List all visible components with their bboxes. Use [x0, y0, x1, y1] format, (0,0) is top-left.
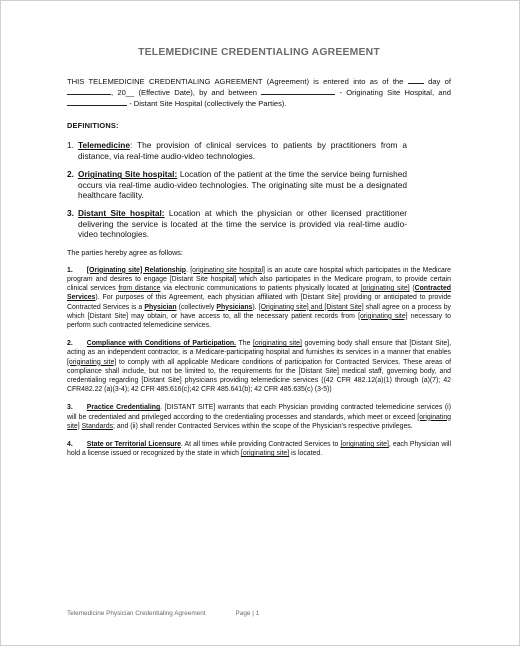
section-heading: State or Territorial Licensure	[86, 441, 181, 449]
document-body	[67, 47, 451, 468]
definition-item: 1. Telemedicine: The provision of clinical services to patients by practitioners from a distance, via real-time audio-video technologies.	[67, 140, 407, 161]
definition-term: Distant Site hospital:	[78, 208, 165, 219]
section-practice-credentialing: 3. Practice Credentialing. [DISTANT SITE] warrants that each Physician providing contracted telemedicine services (i) will be credentialed and privileged according to the credentialing processes and standards, which meet or exceed [originating site] Standards; and (ii) shall render Contracted Services within the scope of the Physician's respective privileges.	[67, 404, 451, 430]
footer-page-number: Page | 1	[235, 610, 260, 617]
footer-document-name: Telemedicine Physician Credentialing Agreement	[67, 610, 206, 617]
definition-term: Telemedicine	[78, 140, 130, 151]
section-compliance: 2. Compliance with Conditions of Participation. The [originating site] governing body shall ensure that [Distant Site], acting as an independent contractor, is a Medicare-participating hospital and furnishes its services in a manner that enables [originating site] to comply with all applicable Medicare conditions of participation for Contracted Services. These areas of compliance shall include, but not be limited to, the requirements for the [Distant Site] medical staff, governing body, and credentialing regarding [Distant Site] physicians providing telemedicine services ((42 CFR 482.12(a)(1) through (a)(7); 42 CFR482.22 (a)(3-4); 42 CFR 485.616(c);42 CFR 485.641(b); 42 CFR 485.635(c) (3-5))	[67, 340, 452, 394]
day-blank[interactable]	[408, 76, 424, 84]
definitions-heading: DEFINITIONS:	[67, 121, 119, 131]
section-heading: Practice Credentialing	[86, 404, 161, 412]
document-title: TELEMEDICINE CREDENTIALING AGREEMENT	[138, 47, 380, 58]
section-relationship: 1. [Originating site] Relationship. [originating site hospital] is an acute care hospital which participates in the Medicare program and desires to engage [Distant Site hospital] which also participates in the Medicare program, to provide certain clinical services from distance via electronic communications to patients physically located at [originating site] (Contracted Services). For purposes of this Agreement, each physician affiliated with [Distant Site] providing or anticipated to provide Contracted Services is a Physician (collectively Physicians). [Originating site] and [Distant Site] shall agree on a process by which [Distant Site] may obtain, or have access to, all the necessary patient records from [originating site] necessary to perform such contracted telemedicine services.	[67, 266, 451, 330]
distant-hospital-blank[interactable]	[67, 98, 127, 106]
agree-statement: The parties hereby agree as follows:	[67, 247, 183, 257]
definition-item: 3. Distant Site hospital: Location at which the physician or other licensed practitioner delivering the service is located at the time the service is provided via real-time audio-video technologies.	[67, 208, 407, 240]
definition-term: Originating Site hospital:	[78, 169, 178, 180]
page-footer	[67, 610, 289, 617]
preamble: THIS TELEMEDICINE CREDENTIALING AGREEMENT (Agreement) is entered into as of the day of , 20__ (Effective Date), by and between - Originating Site Hospital, and - Distant Site Hospital (collectively the Parties).	[67, 77, 451, 108]
section-licensure: 4. State or Territorial Licensure. At all times while providing Contracted Services to [originating site], each Physician will hold a license issued or recognized by the state in which [originating site] is located.	[67, 441, 451, 458]
month-blank[interactable]	[67, 87, 111, 95]
originating-hospital-blank[interactable]	[261, 87, 335, 95]
section-heading: [Originating site] Relationship	[86, 266, 186, 274]
section-heading: Compliance with Conditions of Participation.	[86, 340, 237, 348]
definition-item: 2. Originating Site hospital: Location of the patient at the time the service being furnished occurs via real-time audio-video technologies. The originating site must be a designated healthcare facility.	[67, 169, 407, 201]
